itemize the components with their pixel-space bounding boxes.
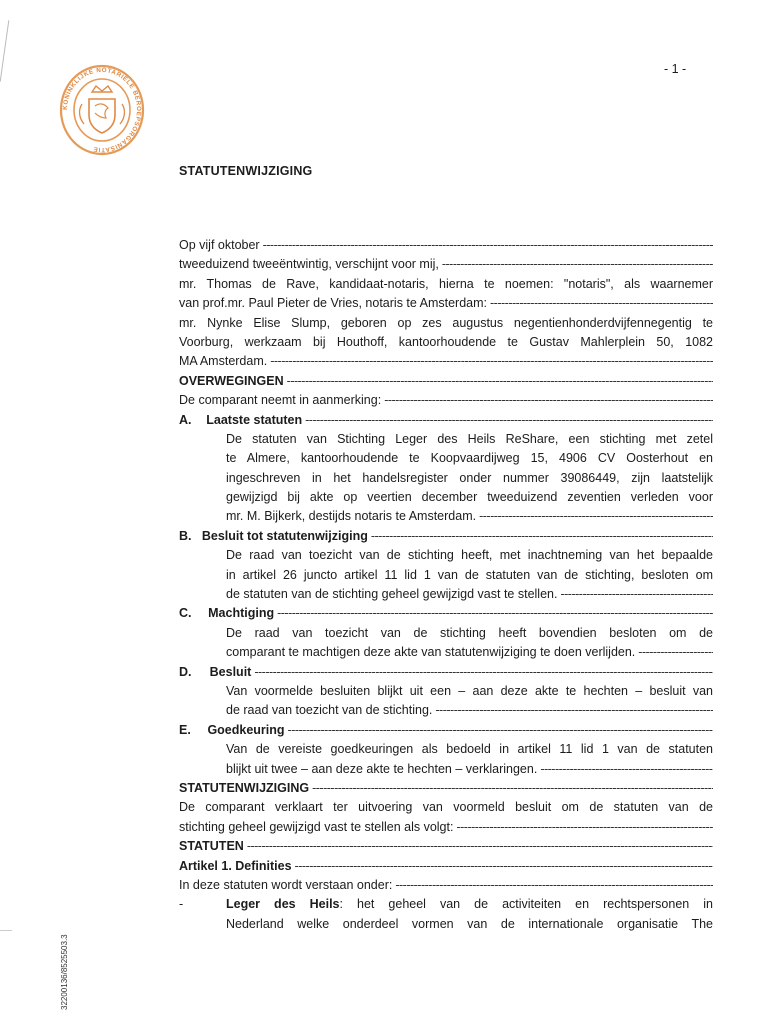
item-heading-b: B. Besluit tot statutenwijziging ----- (179, 527, 713, 546)
body-line: mr. Nynke Elise Slump, geboren op zes augustus negentienhonderdvijfennegentig te (179, 315, 713, 330)
body-line: Voorburg, werkzaam bij Houthoff, kantoorhoudende te Gustav Mahlerplein 50, 1082 (179, 334, 713, 349)
section-heading-overwegingen: OVERWEGINGEN ----- (179, 372, 713, 391)
notary-seal (58, 62, 146, 158)
body-line: van prof.mr. Paul Pieter de Vries, notaris te Amsterdam: ----- (179, 294, 713, 313)
body-line: tweeduizend tweeëntwintig, verschijnt voor mij, ----- (179, 255, 713, 274)
body-line: De raad van toezicht van de stichting heeft bovendien besloten om de (226, 625, 713, 640)
page-number: - 1 - (664, 62, 687, 76)
body-line: stichting geheel gewijzigd vast te stellen als volgt: ----- (179, 818, 713, 837)
item-heading-c: C. Machtiging ----- (179, 604, 713, 623)
document-code: 32200136/8525503.3 (60, 934, 69, 1010)
body-line: Nederland welke onderdeel vormen van de internationale organisatie The (226, 916, 713, 931)
definition-item: - Leger des Heils: het geheel van de activiteiten en rechtspersonen in (179, 897, 713, 912)
item-heading-d: D. Besluit ----- (179, 663, 713, 682)
body-line: Van de vereiste goedkeuringen als bedoeld in artikel 11 lid 1 van de statuten (226, 742, 713, 757)
body-line: mr. M. Bijkerk, destijds notaris te Amsterdam. ----- (226, 507, 713, 526)
body-line: Op vijf oktober ----- (179, 236, 713, 255)
document-title: STATUTENWIJZIGING (179, 164, 313, 178)
article-heading-1: Artikel 1. Definities ----- (179, 857, 713, 876)
body-line: De statuten van Stichting Leger des Heils ReShare, een stichting met zetel (226, 431, 713, 446)
body-line: in artikel 26 juncto artikel 11 lid 1 van de statuten van de stichting, besloten om (226, 567, 713, 582)
body-line: gewijzigd bij akte op veertien december tweeduizend zeventien verleden voor (226, 490, 713, 505)
body-line: Van voormelde besluiten blijkt uit een – aan deze akte te hechten – besluit van (226, 683, 713, 698)
deed-body (179, 236, 713, 934)
body-line: comparant te machtigen deze akte van statutenwijziging te doen verlijden. ----- (226, 643, 713, 662)
section-heading-statutenwijziging: STATUTENWIJZIGING ----- (179, 779, 713, 798)
scan-edge-line (0, 20, 9, 82)
item-heading-e: E. Goedkeuring ----- (179, 721, 713, 740)
body-line: de raad van toezicht van de stichting. ----- (226, 701, 713, 720)
body-line: mr. Thomas de Rave, kandidaat-notaris, hierna te noemen: "notaris", als waarnemer (179, 276, 713, 291)
section-heading-statuten: STATUTEN ----- (179, 837, 713, 856)
body-line: De comparant neemt in aanmerking: ----- (179, 391, 713, 410)
scan-edge-mark (0, 930, 12, 931)
body-line: blijkt uit twee – aan deze akte te hechten – verklaringen. ----- (226, 760, 713, 779)
seal-lettering: KONINKLIJKE NOTARIËLE BEROEPSORGANISATIE (61, 66, 143, 154)
body-line: In deze statuten wordt verstaan onder: ----- (179, 876, 713, 895)
body-line: De comparant verklaart ter uitvoering van voormeld besluit om de statuten van de (179, 800, 713, 815)
body-line: MA Amsterdam. ----- (179, 352, 713, 371)
body-line: De raad van toezicht van de stichting heeft, met inachtneming van het bepaalde (226, 548, 713, 563)
body-line: ingeschreven in het handelsregister onder nummer 39086449, zijn laatstelijk (226, 470, 713, 485)
item-heading-a: A. Laatste statuten ----- (179, 411, 713, 430)
body-line: de statuten van de stichting geheel gewijzigd vast te stellen. ----- (226, 585, 713, 604)
body-line: te Almere, kantoorhoudende te Koopvaardijweg 15, 4906 CV Oosterhout en (226, 451, 713, 466)
